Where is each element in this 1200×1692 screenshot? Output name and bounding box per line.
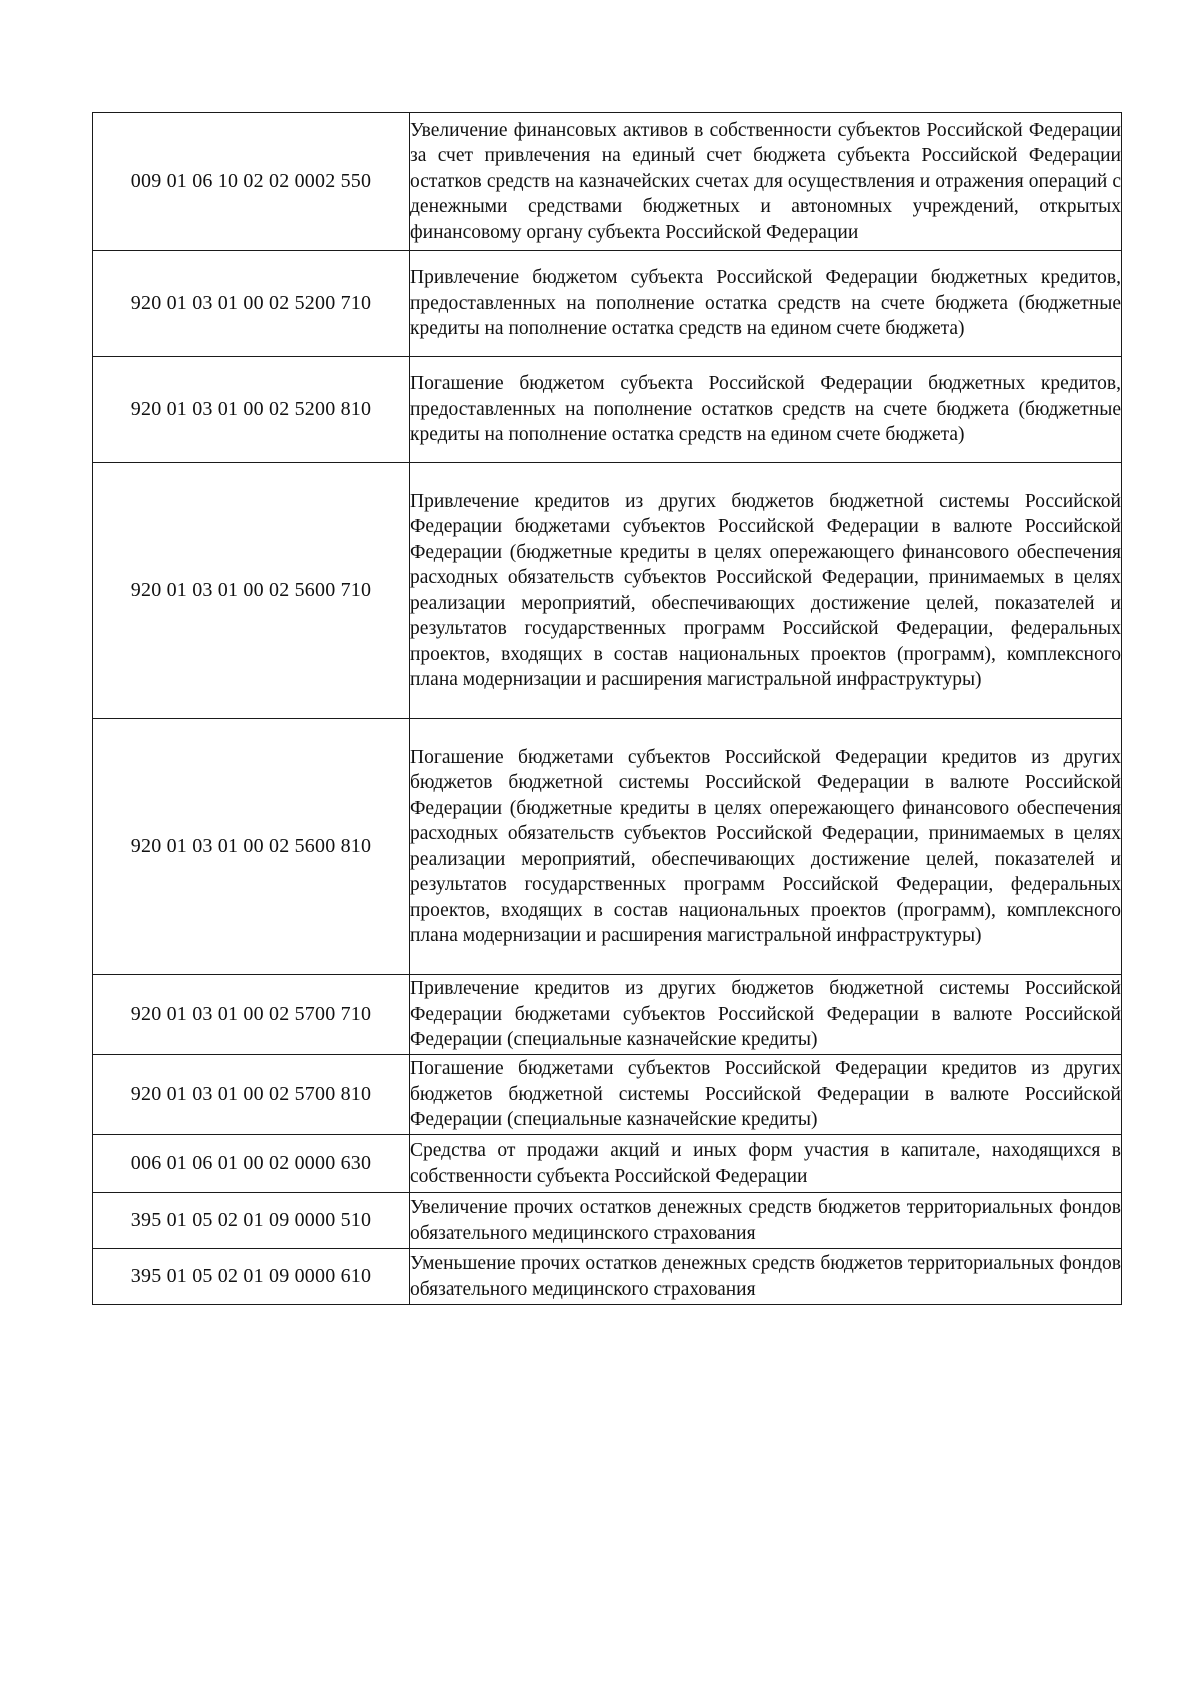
budget-code-cell: 920 01 03 01 00 02 5700 810 [93, 1055, 410, 1135]
budget-code-cell: 006 01 06 01 00 02 0000 630 [93, 1135, 410, 1193]
description-cell: Привлечение кредитов из других бюджетов бюджетной системы Российской Федерации бюджетами субъектов Российской Федерации в валюте Российской Федерации (бюджетные кредиты в целях опережающего финансового обеспечения расходных обязательств субъектов Российской Федерации, принимаемых в целях реализации мероприятий, обеспечивающих достижение целей, показателей и результатов государственных программ Российской Федерации, федеральных проектов, входящих в состав национальных проектов (программ), комплексного плана модернизации и расширения магистральной инфраструктуры) [410, 463, 1122, 719]
budget-code-cell: 920 01 03 01 00 02 5600 810 [93, 719, 410, 975]
description-cell: Средства от продажи акций и иных форм участия в капитале, находящихся в собственности субъекта Российской Федерации [410, 1135, 1122, 1193]
table-row [93, 113, 1122, 251]
table-row [93, 975, 1122, 1055]
description-cell: Погашение бюджетом субъекта Российской Федерации бюджетных кредитов, предоставленных на пополнение остатков средств на счете бюджета (бюджетные кредиты на пополнение остатка средств на едином счете бюджета) [410, 357, 1122, 463]
table-row [93, 357, 1122, 463]
description-cell: Привлечение бюджетом субъекта Российской Федерации бюджетных кредитов, предоставленных на пополнение остатка средств на счете бюджета (бюджетные кредиты на пополнение остатка средств на едином счете бюджета) [410, 251, 1122, 357]
budget-code-cell: 395 01 05 02 01 09 0000 610 [93, 1249, 410, 1305]
description-cell: Увеличение финансовых активов в собственности субъектов Российской Федерации за счет привлечения на единый счет бюджета субъекта Российской Федерации остатков средств на казначейских счетах для осуществления и отражения операций с денежными средствами бюджетных и автономных учреждений, открытых финансовому органу субъекта Российской Федерации [410, 113, 1122, 251]
table-row [93, 251, 1122, 357]
description-cell: Погашение бюджетами субъектов Российской Федерации кредитов из других бюджетов бюджетной системы Российской Федерации в валюте Российской Федерации (специальные казначейские кредиты) [410, 1055, 1122, 1135]
table-row [93, 463, 1122, 719]
description-cell: Уменьшение прочих остатков денежных средств бюджетов территориальных фондов обязательного медицинского страхования [410, 1249, 1122, 1305]
table-row [93, 1249, 1122, 1305]
table-row [93, 1055, 1122, 1135]
budget-code-cell: 920 01 03 01 00 02 5200 710 [93, 251, 410, 357]
budget-code-cell: 009 01 06 10 02 02 0002 550 [93, 113, 410, 251]
budget-code-cell: 920 01 03 01 00 02 5200 810 [93, 357, 410, 463]
table-row [93, 1193, 1122, 1249]
budget-codes-table [92, 112, 1122, 1305]
budget-code-cell: 395 01 05 02 01 09 0000 510 [93, 1193, 410, 1249]
description-cell: Привлечение кредитов из других бюджетов бюджетной системы Российской Федерации бюджетами субъектов Российской Федерации в валюте Российской Федерации (специальные казначейские кредиты) [410, 975, 1122, 1055]
budget-code-cell: 920 01 03 01 00 02 5600 710 [93, 463, 410, 719]
budget-code-cell: 920 01 03 01 00 02 5700 710 [93, 975, 410, 1055]
description-cell: Увеличение прочих остатков денежных средств бюджетов территориальных фондов обязательного медицинского страхования [410, 1193, 1122, 1249]
table-row [93, 719, 1122, 975]
description-cell: Погашение бюджетами субъектов Российской Федерации кредитов из других бюджетов бюджетной системы Российской Федерации в валюте Российской Федерации (бюджетные кредиты в целях опережающего финансового обеспечения расходных обязательств субъектов Российской Федерации, принимаемых в целях реализации мероприятий, обеспечивающих достижение целей, показателей и результатов государственных программ Российской Федерации, федеральных проектов, входящих в состав национальных проектов (программ), комплексного плана модернизации и расширения магистральной инфраструктуры) [410, 719, 1122, 975]
table-row [93, 1135, 1122, 1193]
